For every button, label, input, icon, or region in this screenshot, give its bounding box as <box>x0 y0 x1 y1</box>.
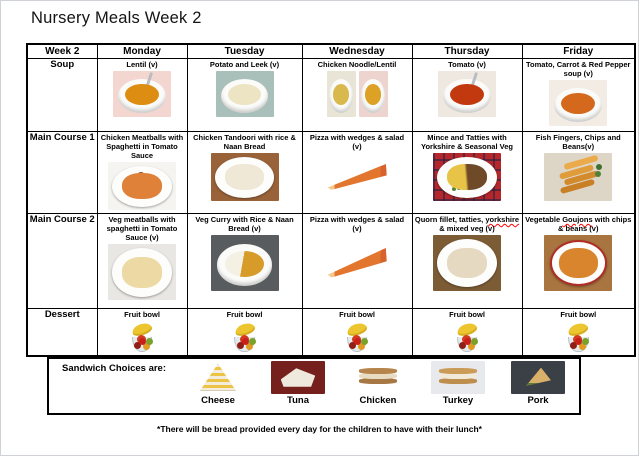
spoon-detail <box>144 72 153 92</box>
mc1-tuesday-cell <box>187 132 302 214</box>
fruit-bowl-photo <box>231 320 259 354</box>
bread-slices-shape <box>439 368 478 373</box>
tomato-sauce-detail <box>134 267 150 276</box>
mc2-wednesday-cell <box>302 214 412 309</box>
meal-caption: Tomato, Carrot & Red Pepper soup (v) <box>526 60 631 79</box>
mc1-friday-cell <box>522 132 635 214</box>
potato-leek-soup-photo <box>216 71 274 117</box>
caption-text: Quorn fillet, tatties, <box>414 215 486 224</box>
sandwich-label: Tuna <box>287 395 309 406</box>
cheese-sandwich-photo <box>191 361 245 394</box>
row-label-main-course-2: Main Course 2 <box>27 214 97 309</box>
sandwich-label: Pork <box>527 395 549 406</box>
fruit-bowl-photo <box>564 320 592 354</box>
soup-thursday-cell <box>412 59 522 132</box>
fish-fingers-chips-photo <box>544 153 612 201</box>
veg-meatballs-photo <box>108 244 176 300</box>
sandwich-label: Chicken <box>359 395 397 406</box>
meal-caption: Fruit bowl <box>124 310 160 319</box>
mc1-wednesday-cell <box>302 132 412 214</box>
sandwich-option-tuna <box>259 361 337 413</box>
meal-caption: Fruit bowl <box>449 310 485 319</box>
sandwich-choices-box <box>47 357 581 415</box>
meal-caption: Veg meatballs with spaghetti in Tomato Sauce (v) <box>106 215 178 243</box>
meal-caption-with-spellcheck <box>413 214 522 233</box>
banana-detail <box>456 321 478 338</box>
sandwich-choices-heading: Sandwich Choices are: <box>62 363 167 374</box>
row-label-dessert: Dessert <box>27 309 97 356</box>
caption-text: & mixed veg (v) <box>439 224 495 234</box>
meal-caption: Chicken Meatballs with Spaghetti in Tomato Sauce <box>100 133 184 161</box>
mc2-friday-cell <box>522 214 635 309</box>
bread-slices-shape <box>359 368 398 373</box>
meal-caption: Tomato (v) <box>448 60 486 69</box>
misspelled-word: Goujons <box>562 215 593 224</box>
soup-wednesday-cell <box>302 59 412 132</box>
mc2-thursday-cell <box>412 214 522 309</box>
pizza-slice-photo <box>323 153 391 201</box>
soup-friday-cell <box>522 59 635 132</box>
soup-tuesday-cell <box>187 59 302 132</box>
row-label-soup: Soup <box>27 59 97 132</box>
pizza-slice-photo <box>323 235 391 291</box>
quorn-fillet-dinner-photo <box>433 235 501 291</box>
salad-leaf-detail <box>596 164 602 170</box>
mc1-monday-cell <box>97 132 187 214</box>
col-header-friday: Friday <box>522 44 635 59</box>
main-course-2-row <box>27 214 635 309</box>
dessert-thursday-cell <box>412 309 522 356</box>
mince-tatties-photo <box>433 153 501 201</box>
tomato-soup-photo <box>438 71 496 117</box>
meal-caption: Fruit bowl <box>339 310 375 319</box>
banana-detail <box>346 321 368 338</box>
col-header-week2: Week 2 <box>27 44 97 59</box>
meal-caption: Fruit bowl <box>560 310 597 319</box>
soup-monday-cell <box>97 59 187 132</box>
meal-caption: Veg Curry with Rice & Naan Bread (v) <box>195 215 294 234</box>
peas-detail <box>457 186 461 190</box>
main-course-1-row <box>27 132 635 214</box>
tuna-sandwich-photo <box>271 361 325 394</box>
meal-caption: Mince and Tatties with Yorkshire & Seasonal Veg <box>421 133 513 152</box>
pizza-slice-shape <box>326 164 387 190</box>
weekly-menu-table <box>26 43 636 357</box>
chive-garnish-detail <box>242 88 244 90</box>
sandwich-label: Turkey <box>442 395 474 406</box>
sandwich-option-turkey <box>419 361 497 413</box>
fruit-bowl-photo <box>128 320 156 354</box>
dessert-friday-cell <box>522 309 635 356</box>
chicken-noodle-soup-photo <box>327 71 356 117</box>
banana-detail <box>131 321 153 338</box>
chips-detail <box>559 164 595 180</box>
fruit-detail <box>575 338 582 345</box>
fruit-bowl-photo <box>343 320 371 354</box>
fruit-bowl-photo <box>453 320 481 354</box>
red-pepper-soup-photo <box>549 80 607 126</box>
dessert-monday-cell <box>97 309 187 356</box>
sandwich-option-pork <box>499 361 577 413</box>
chicken-sandwich-photo <box>351 361 405 394</box>
spoon-detail <box>469 72 478 92</box>
meal-caption: Potato and Leek (v) <box>209 60 280 69</box>
fruit-detail <box>354 338 361 345</box>
col-header-wednesday: Wednesday <box>302 44 412 59</box>
sandwich-label: Cheese <box>201 395 235 406</box>
sandwich-option-chicken <box>339 361 417 413</box>
col-header-monday: Monday <box>97 44 187 59</box>
meal-caption: Pizza with wedges & salad (v) <box>309 215 405 234</box>
page-title: Nursery Meals Week 2 <box>31 9 202 27</box>
pizza-slice-shape <box>326 248 387 278</box>
meal-caption: Pizza with wedges & salad (v) <box>309 133 405 152</box>
col-header-thursday: Thursday <box>412 44 522 59</box>
caption-text: Vegetable <box>525 215 563 224</box>
sandwich-option-cheese <box>179 361 257 413</box>
pork-sandwich-photo <box>511 361 565 394</box>
turkey-sandwich-photo <box>431 361 485 394</box>
misspelled-word: yorkshire <box>485 215 520 224</box>
roast-veg-detail <box>464 260 470 266</box>
sandwich-options-row <box>179 361 577 413</box>
fruit-detail <box>242 338 249 345</box>
meal-caption: Fruit bowl <box>226 310 263 319</box>
meatball-detail <box>139 181 145 187</box>
caption-text: with chips & beans (v) <box>558 215 632 234</box>
banana-detail <box>233 321 255 338</box>
banana-detail <box>567 321 589 338</box>
meatballs-spaghetti-photo <box>108 162 176 210</box>
meal-caption: Lentil (v) <box>126 60 158 69</box>
sandwich-half-shape <box>526 368 551 386</box>
lentil-soup-photo <box>113 71 171 117</box>
meal-caption-with-spellcheck <box>523 214 635 233</box>
dessert-wednesday-cell <box>302 309 412 356</box>
veg-curry-photo <box>211 235 279 291</box>
dessert-row <box>27 309 635 356</box>
mc2-tuesday-cell <box>187 214 302 309</box>
soup-row <box>27 59 635 132</box>
sandwich-triangle-shape <box>200 364 237 392</box>
sandwich-wedge-shape <box>281 368 316 386</box>
dessert-tuesday-cell <box>187 309 302 356</box>
tandoori-chicken-detail <box>242 174 248 180</box>
chicken-tandoori-photo <box>211 153 279 201</box>
meal-caption: Fish Fingers, Chips and Beans(v) <box>535 133 621 152</box>
header-row <box>27 44 635 59</box>
mc1-thursday-cell <box>412 132 522 214</box>
bread-footnote: *There will be bread provided every day for the children to have with their lunch* <box>157 424 482 434</box>
meal-caption: Chicken Tandoori with rice & Naan Bread <box>193 133 296 152</box>
soup-photo-pair <box>303 69 412 117</box>
goujons-detail <box>574 259 582 267</box>
lentil-soup-small-photo <box>359 71 388 117</box>
mc2-monday-cell <box>97 214 187 309</box>
veg-goujons-photo <box>544 235 612 291</box>
row-label-main-course-1: Main Course 1 <box>27 132 97 214</box>
fruit-detail <box>139 338 146 345</box>
meal-caption: Chicken Noodle/Lentil <box>317 60 397 69</box>
col-header-tuesday: Tuesday <box>187 44 302 59</box>
fruit-detail <box>464 338 471 345</box>
